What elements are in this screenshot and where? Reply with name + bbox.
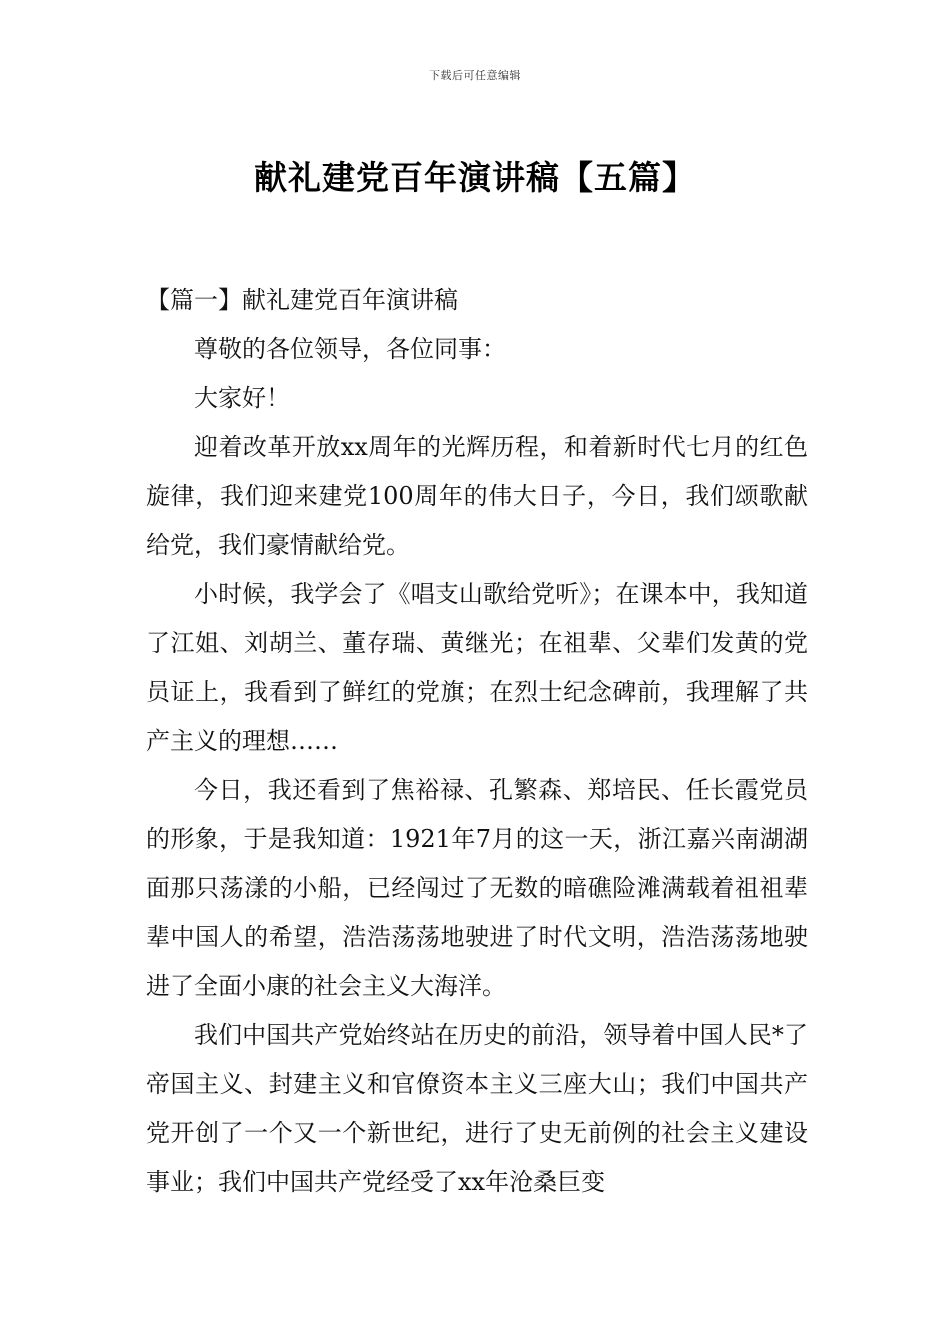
page-title: 献礼建党百年演讲稿【五篇】 [254, 158, 696, 198]
greeting-paragraph: 大家好！ [194, 384, 290, 412]
body-paragraph: 我们中国共产党始终站在历史的前沿，领导着中国人民*了帝国主义、封建主义和官僚资本主义三座大山；我们中国共产党开创了一个又一个新世纪，进行了史无前例的社会主义建设事业；我们中国共产党经受了xx年沧桑巨变 [146, 1021, 808, 1196]
body-paragraph: 迎着改革开放xx周年的光辉历程，和着新时代七月的红色旋律，我们迎来建党100周年的伟大日子，今日，我们颂歌献给党，我们豪情献给党。 [146, 433, 808, 559]
body-paragraph: 今日，我还看到了焦裕禄、孔繁森、郑培民、任长霞党员的形象，于是我知道：1921年7月的这一天，浙江嘉兴南湖湖面那只荡漾的小船，已经闯过了无数的暗礁险滩满载着祖祖辈辈中国人的希望，浩浩荡荡地驶进了时代文明，浩浩荡荡地驶进了全面小康的社会主义大海洋。 [146, 776, 808, 1000]
section-heading: 【篇一】献礼建党百年演讲稿 [146, 286, 458, 314]
body-paragraph: 小时候，我学会了《唱支山歌给党听》；在课本中，我知道了江姐、刘胡兰、董存瑞、黄继光；在祖辈、父辈们发黄的党员证上，我看到了鲜红的党旗；在烈士纪念碑前，我理解了共产主义的理想…… [146, 580, 808, 755]
header-note: 下载后可任意编辑 [429, 69, 521, 82]
salutation-paragraph: 尊敬的各位领导，各位同事： [194, 335, 506, 363]
document-body [146, 276, 808, 1207]
